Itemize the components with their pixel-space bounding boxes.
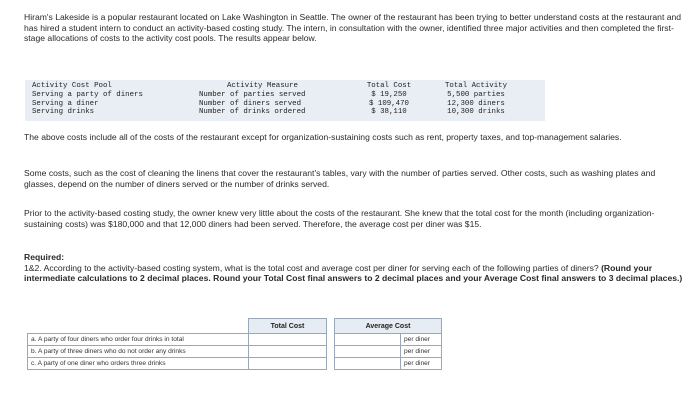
answer-row-a [28, 334, 442, 346]
unit-label: per diner [401, 346, 442, 358]
column-total-activity [436, 82, 516, 117]
paragraph-prior-costs: Prior to the activity-based costing study, the owner knew very little about the costs of the restaurant. She knew that the total cost for the month (including organization-sustaining costs) was $180,000 and that 12,000 diners had been served. Therefore, the average cost per diner was $15. [24, 208, 655, 229]
answer-header-row [28, 319, 442, 334]
answer-table [27, 318, 442, 370]
unit-label: per diner [401, 334, 442, 346]
total-activity-cell: 5,500 parties [447, 90, 505, 99]
total-cost-header: Total Cost [249, 319, 327, 334]
total-cost-input[interactable] [249, 334, 327, 346]
answer-table-wrapper [27, 318, 442, 370]
total-cost-input[interactable] [249, 346, 327, 358]
average-cost-input[interactable] [335, 358, 401, 370]
required-heading: Required: [24, 252, 65, 262]
cost-pool-cell: Serving a diner [32, 99, 99, 108]
column-activity-measure [199, 82, 305, 117]
required-question: 1&2. According to the activity-based costing system, what is the total cost and average cost per diner for serving each of the following parties of diners? [24, 262, 599, 273]
cost-pool-cell: Serving drinks [32, 108, 95, 117]
answer-row-b [28, 346, 442, 358]
header-total-cost: Total Cost [366, 82, 412, 90]
measure-cell: Number of drinks ordered [199, 108, 306, 117]
header-total-activity: Total Activity [444, 82, 508, 90]
average-cost-input[interactable] [335, 334, 401, 346]
average-cost-input[interactable] [335, 346, 401, 358]
required-instruction: (Round your intermediate calculations to 2 decimal places. Round your Total Cost final answers to 2 decimal places and your Average Cost final answers to 3 decimal places.) [24, 262, 683, 284]
paragraph-excluded-costs: The above costs include all of the costs of the restaurant except for organization-sustaining costs such as rent, property taxes, and top-management salaries. [24, 132, 622, 142]
total-cost-cell: $ 109,470 [369, 99, 409, 108]
activity-cost-table [25, 80, 545, 121]
unit-label: per diner [401, 358, 442, 370]
total-cost-input[interactable] [249, 358, 327, 370]
paragraph-cost-drivers: Some costs, such as the cost of cleaning the linens that cover the restaurant's tables, vary with the number of parties served. Other costs, such as washing plates and glasses, depend on the number of diners served or the number of drinks served. [24, 168, 656, 189]
header-activity-measure: Activity Measure [227, 82, 298, 90]
intro-paragraph: Hiram's Lakeside is a popular restaurant located on Lake Washington in Seattle. The owner of the restaurant has been trying to better understand costs at the restaurant and has hired a student intern to conduct an activity-based costing study. The intern, in consultation with the owner, identified three major activities and then completed the first-stage allocations of costs to the activity cost pools. The results appear below. [24, 12, 682, 44]
column-total-cost [359, 82, 419, 117]
measure-cell: Number of diners served [199, 99, 302, 108]
cost-pool-cell: Serving a party of diners [32, 90, 143, 99]
answer-row-label: c. A party of one diner who orders three drinks [28, 358, 249, 370]
answer-row-c [28, 358, 442, 370]
total-cost-cell: $ 19,250 [371, 90, 407, 99]
answer-row-label: b. A party of three diners who do not order any drinks [28, 346, 249, 358]
average-cost-header: Average Cost [335, 319, 442, 334]
measure-cell: Number of parties served [199, 90, 306, 99]
header-cost-pool: Activity Cost Pool [32, 82, 112, 90]
total-cost-cell: $ 38,110 [371, 108, 407, 117]
column-cost-pool [32, 82, 143, 117]
total-activity-cell: 10,300 drinks [447, 108, 505, 117]
answer-row-label: a. A party of four diners who order four drinks in total [28, 334, 249, 346]
total-activity-cell: 12,300 diners [447, 99, 505, 108]
required-section [24, 252, 684, 284]
